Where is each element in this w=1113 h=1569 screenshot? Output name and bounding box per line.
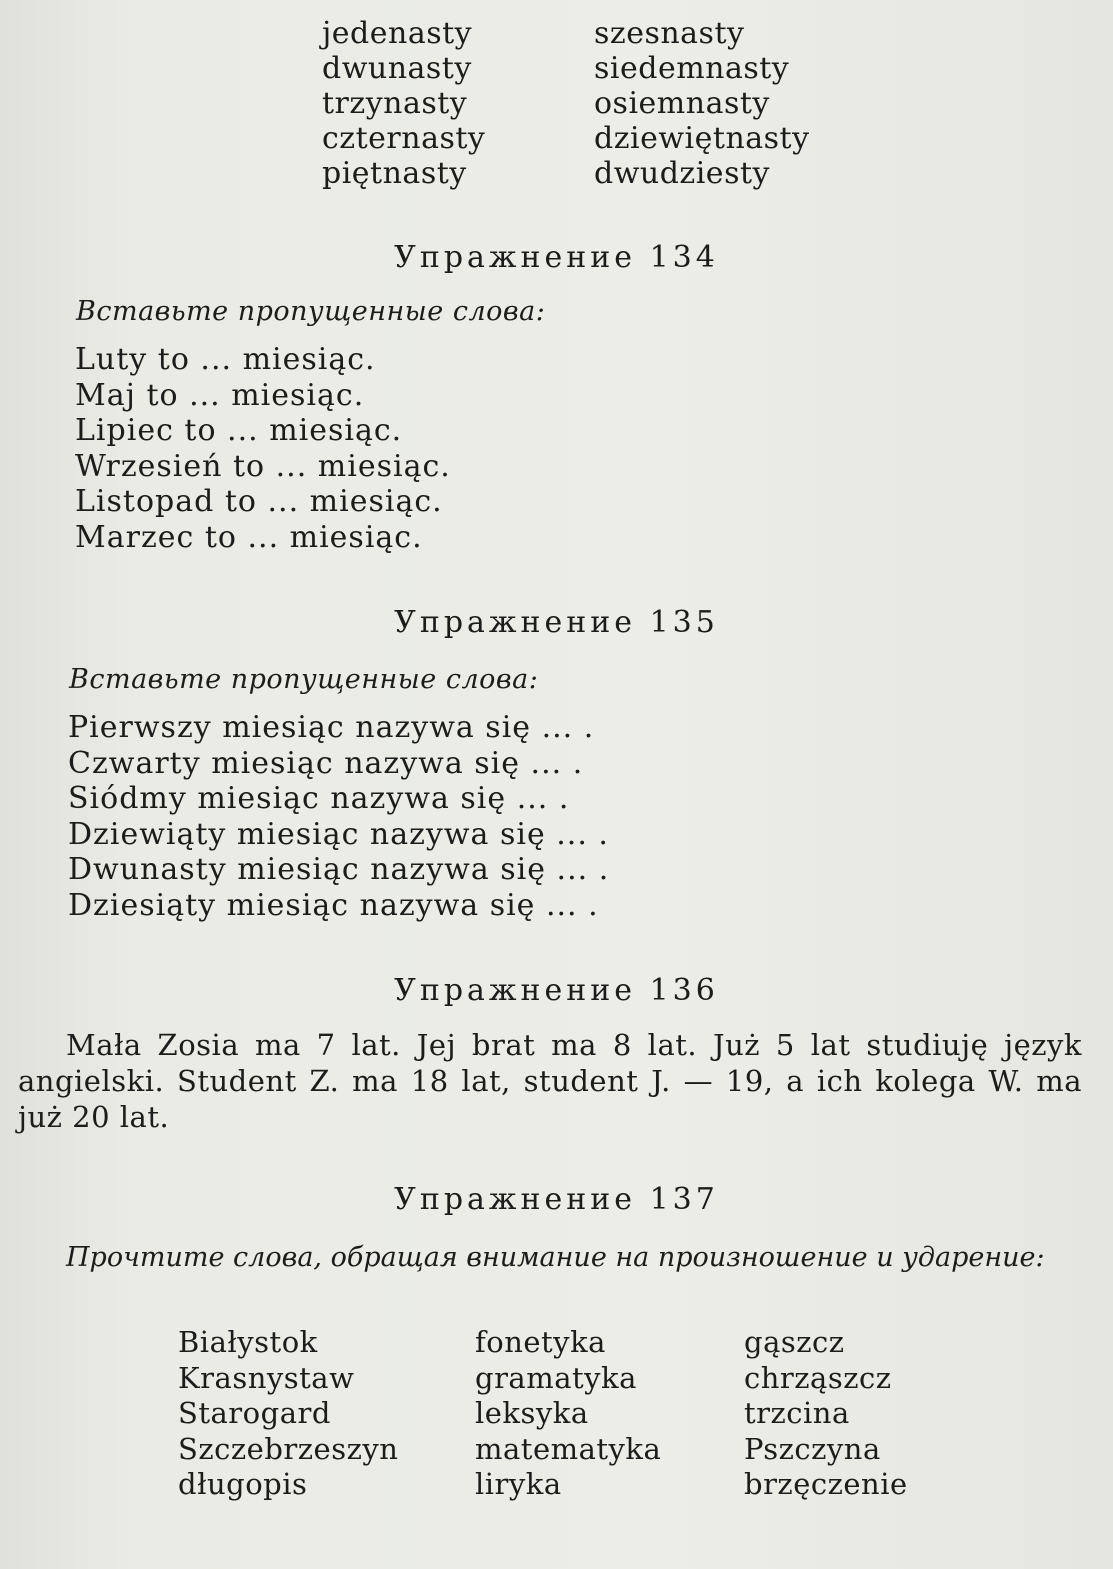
word: długopis [178, 1467, 308, 1501]
exercise-137-column-3 [744, 1325, 908, 1503]
word: gramatyka [475, 1360, 637, 1395]
ordinal-word: szesnasty [594, 16, 745, 51]
exercise-line: Pierwszy miesiąc nazywa się ... . [68, 710, 595, 745]
exercise-135-instruction: Вставьте пропущенные слова: [69, 664, 539, 695]
word: leksyka [475, 1396, 589, 1430]
word: Pszczyna [744, 1431, 881, 1466]
exercise-135-heading: Упражнение 135 [394, 605, 719, 640]
word: chrząszcz [744, 1360, 892, 1395]
ordinals-right-column [594, 16, 810, 191]
ordinal-word: siedemnasty [594, 51, 790, 86]
word: Starogard [178, 1396, 331, 1430]
ordinal-word: piętnasty [322, 156, 467, 191]
ordinal-word: jedenasty [322, 16, 473, 51]
exercise-line: Dziewiąty miesiąc nazywa się ... . [68, 816, 609, 852]
word: Krasnystaw [178, 1360, 355, 1395]
exercise-line: Maj to ... miesiąc. [75, 377, 365, 413]
exercise-134-heading: Упражнение 134 [394, 240, 719, 275]
exercise-137-heading: Упражнение 137 [394, 1182, 719, 1217]
exercise-134-lines [75, 342, 451, 555]
word: matematyka [475, 1431, 662, 1466]
word: Szczebrzeszyn [178, 1431, 399, 1466]
exercise-line: Lipiec to ... miesiąc. [75, 413, 403, 448]
ordinal-word: trzynasty [322, 86, 468, 121]
exercise-136-heading: Упражнение 136 [394, 973, 719, 1008]
ordinals-left-column [322, 16, 485, 191]
exercise-137-instruction: Прочтите слова, обращая внимание на произношение и ударение: [66, 1242, 1045, 1273]
word: brzęczenie [744, 1467, 908, 1501]
word: gąszcz [744, 1325, 845, 1359]
word: fonetyka [475, 1325, 606, 1359]
exercise-line: Luty to ... miesiąc. [75, 342, 376, 377]
exercise-line: Siódmy miesiąc nazywa się ... . [68, 781, 570, 816]
exercise-line: Dwunasty miesiąc nazywa się ... . [68, 852, 610, 887]
ordinal-word: osiemnasty [594, 86, 770, 121]
word: liryka [475, 1467, 562, 1501]
exercise-137-column-2 [475, 1325, 661, 1503]
exercise-line: Listopad to ... miesiąc. [75, 484, 443, 519]
ordinal-word: czternasty [322, 121, 486, 156]
ordinal-word: dwunasty [322, 51, 472, 86]
word: Białystok [178, 1325, 318, 1359]
exercise-line: Wrzesień to ... miesiąc. [75, 448, 451, 484]
exercise-136-text: Mała Zosia ma 7 lat. Jej brat ma 8 lat. Już 5 lat studiuję język angielski. Student Z. ma 18 lat, student J. — 19, a ich kolega W. ma już 20 lat. [18, 1028, 1082, 1134]
exercise-135-lines [68, 710, 609, 923]
exercise-137-column-1 [178, 1325, 398, 1503]
ordinal-word: dziewiętnasty [594, 121, 810, 156]
ordinal-word: dwudziesty [594, 156, 770, 191]
exercise-line: Dziesiąty miesiąc nazywa się ... . [68, 887, 599, 923]
exercise-134-instruction: Вставьте пропущенные слова: [76, 296, 546, 327]
word: trzcina [744, 1396, 850, 1430]
exercise-line: Marzec to ... miesiąc. [75, 519, 423, 555]
exercise-line: Czwarty miesiąc nazywa się ... . [68, 745, 584, 781]
